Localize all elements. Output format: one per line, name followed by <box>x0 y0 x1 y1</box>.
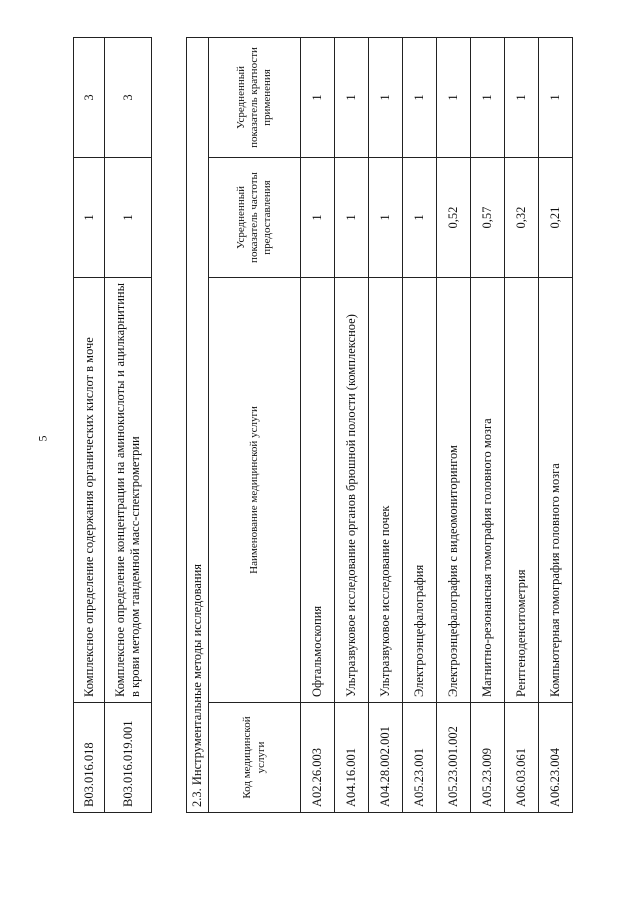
service-name-cell: Электроэнцефалография <box>403 278 437 703</box>
service-name-cell: Ультразвуковое исследование органов брюшной полости (комплексное) <box>335 278 369 703</box>
service-name-cell: Электроэнцефалография с видеомониторингом <box>437 278 471 703</box>
header-name: Наименование медицинской услуги <box>209 278 301 703</box>
multiplicity-cell: 1 <box>403 37 437 157</box>
header-multiplicity: Усредненный показатель кратности применения <box>209 37 301 157</box>
service-code-cell: A05.23.009 <box>471 703 505 813</box>
service-name-cell: Рентгеноденситометрия <box>505 278 539 703</box>
service-name-cell: Ультразвуковое исследование почек <box>369 278 403 703</box>
table-row <box>74 38 105 813</box>
table-row <box>437 37 471 812</box>
service-name-cell: Компьютерная томография головного мозга <box>539 278 573 703</box>
frequency-cell: 0,21 <box>539 158 573 278</box>
service-code-cell: B03.016.019.001 <box>105 703 152 813</box>
service-name-cell: Магнитно-резонансная томография головного мозга <box>471 278 505 703</box>
frequency-cell: 1 <box>403 158 437 278</box>
lab-tests-table-continuation <box>73 37 152 813</box>
service-name-cell: Комплексное определение содержания органических кислот в моче <box>74 278 105 703</box>
service-code-cell: A05.23.001.002 <box>437 703 471 813</box>
section-title: 2.3. Инструментальные методы исследования <box>187 37 209 812</box>
service-name-cell: Офтальмоскопия <box>301 278 335 703</box>
table-row <box>369 37 403 812</box>
frequency-cell: 1 <box>105 158 152 278</box>
page-number: 5 <box>35 435 50 442</box>
multiplicity-cell: 1 <box>505 37 539 157</box>
header-frequency: Усредненный показатель частоты предоставления <box>209 158 301 278</box>
service-code-cell: A02.26.003 <box>301 703 335 813</box>
header-code: Код медицинской услуги <box>209 703 301 813</box>
instrumental-methods-table <box>186 37 573 813</box>
frequency-cell: 0,52 <box>437 158 471 278</box>
frequency-cell: 1 <box>335 158 369 278</box>
table-row <box>403 37 437 812</box>
frequency-cell: 1 <box>74 158 105 278</box>
multiplicity-cell: 3 <box>74 38 105 158</box>
table-row <box>505 37 539 812</box>
frequency-cell: 1 <box>301 158 335 278</box>
multiplicity-cell: 1 <box>437 37 471 157</box>
service-code-cell: B03.016.018 <box>74 703 105 813</box>
multiplicity-cell: 1 <box>335 37 369 157</box>
frequency-cell: 0,57 <box>471 158 505 278</box>
service-code-cell: A05.23.001 <box>403 703 437 813</box>
table-row <box>105 38 152 813</box>
multiplicity-cell: 1 <box>539 37 573 157</box>
multiplicity-cell: 3 <box>105 38 152 158</box>
rotated-content <box>73 38 633 813</box>
frequency-cell: 0,32 <box>505 158 539 278</box>
multiplicity-cell: 1 <box>369 37 403 157</box>
multiplicity-cell: 1 <box>471 37 505 157</box>
table-row <box>335 37 369 812</box>
service-code-cell: A04.28.002.001 <box>369 703 403 813</box>
section-title-row <box>187 37 209 812</box>
service-code-cell: A06.03.061 <box>505 703 539 813</box>
service-code-cell: A06.23.004 <box>539 703 573 813</box>
service-code-cell: A04.16.001 <box>335 703 369 813</box>
table-row <box>539 37 573 812</box>
table-row <box>471 37 505 812</box>
frequency-cell: 1 <box>369 158 403 278</box>
multiplicity-cell: 1 <box>301 37 335 157</box>
service-name-cell: Комплексное определение концентрации на аминокислоты и ацилкарнитины в крови методом тандемной масс-спектрометрии <box>105 278 152 703</box>
table-row <box>301 37 335 812</box>
header-row <box>209 37 301 812</box>
